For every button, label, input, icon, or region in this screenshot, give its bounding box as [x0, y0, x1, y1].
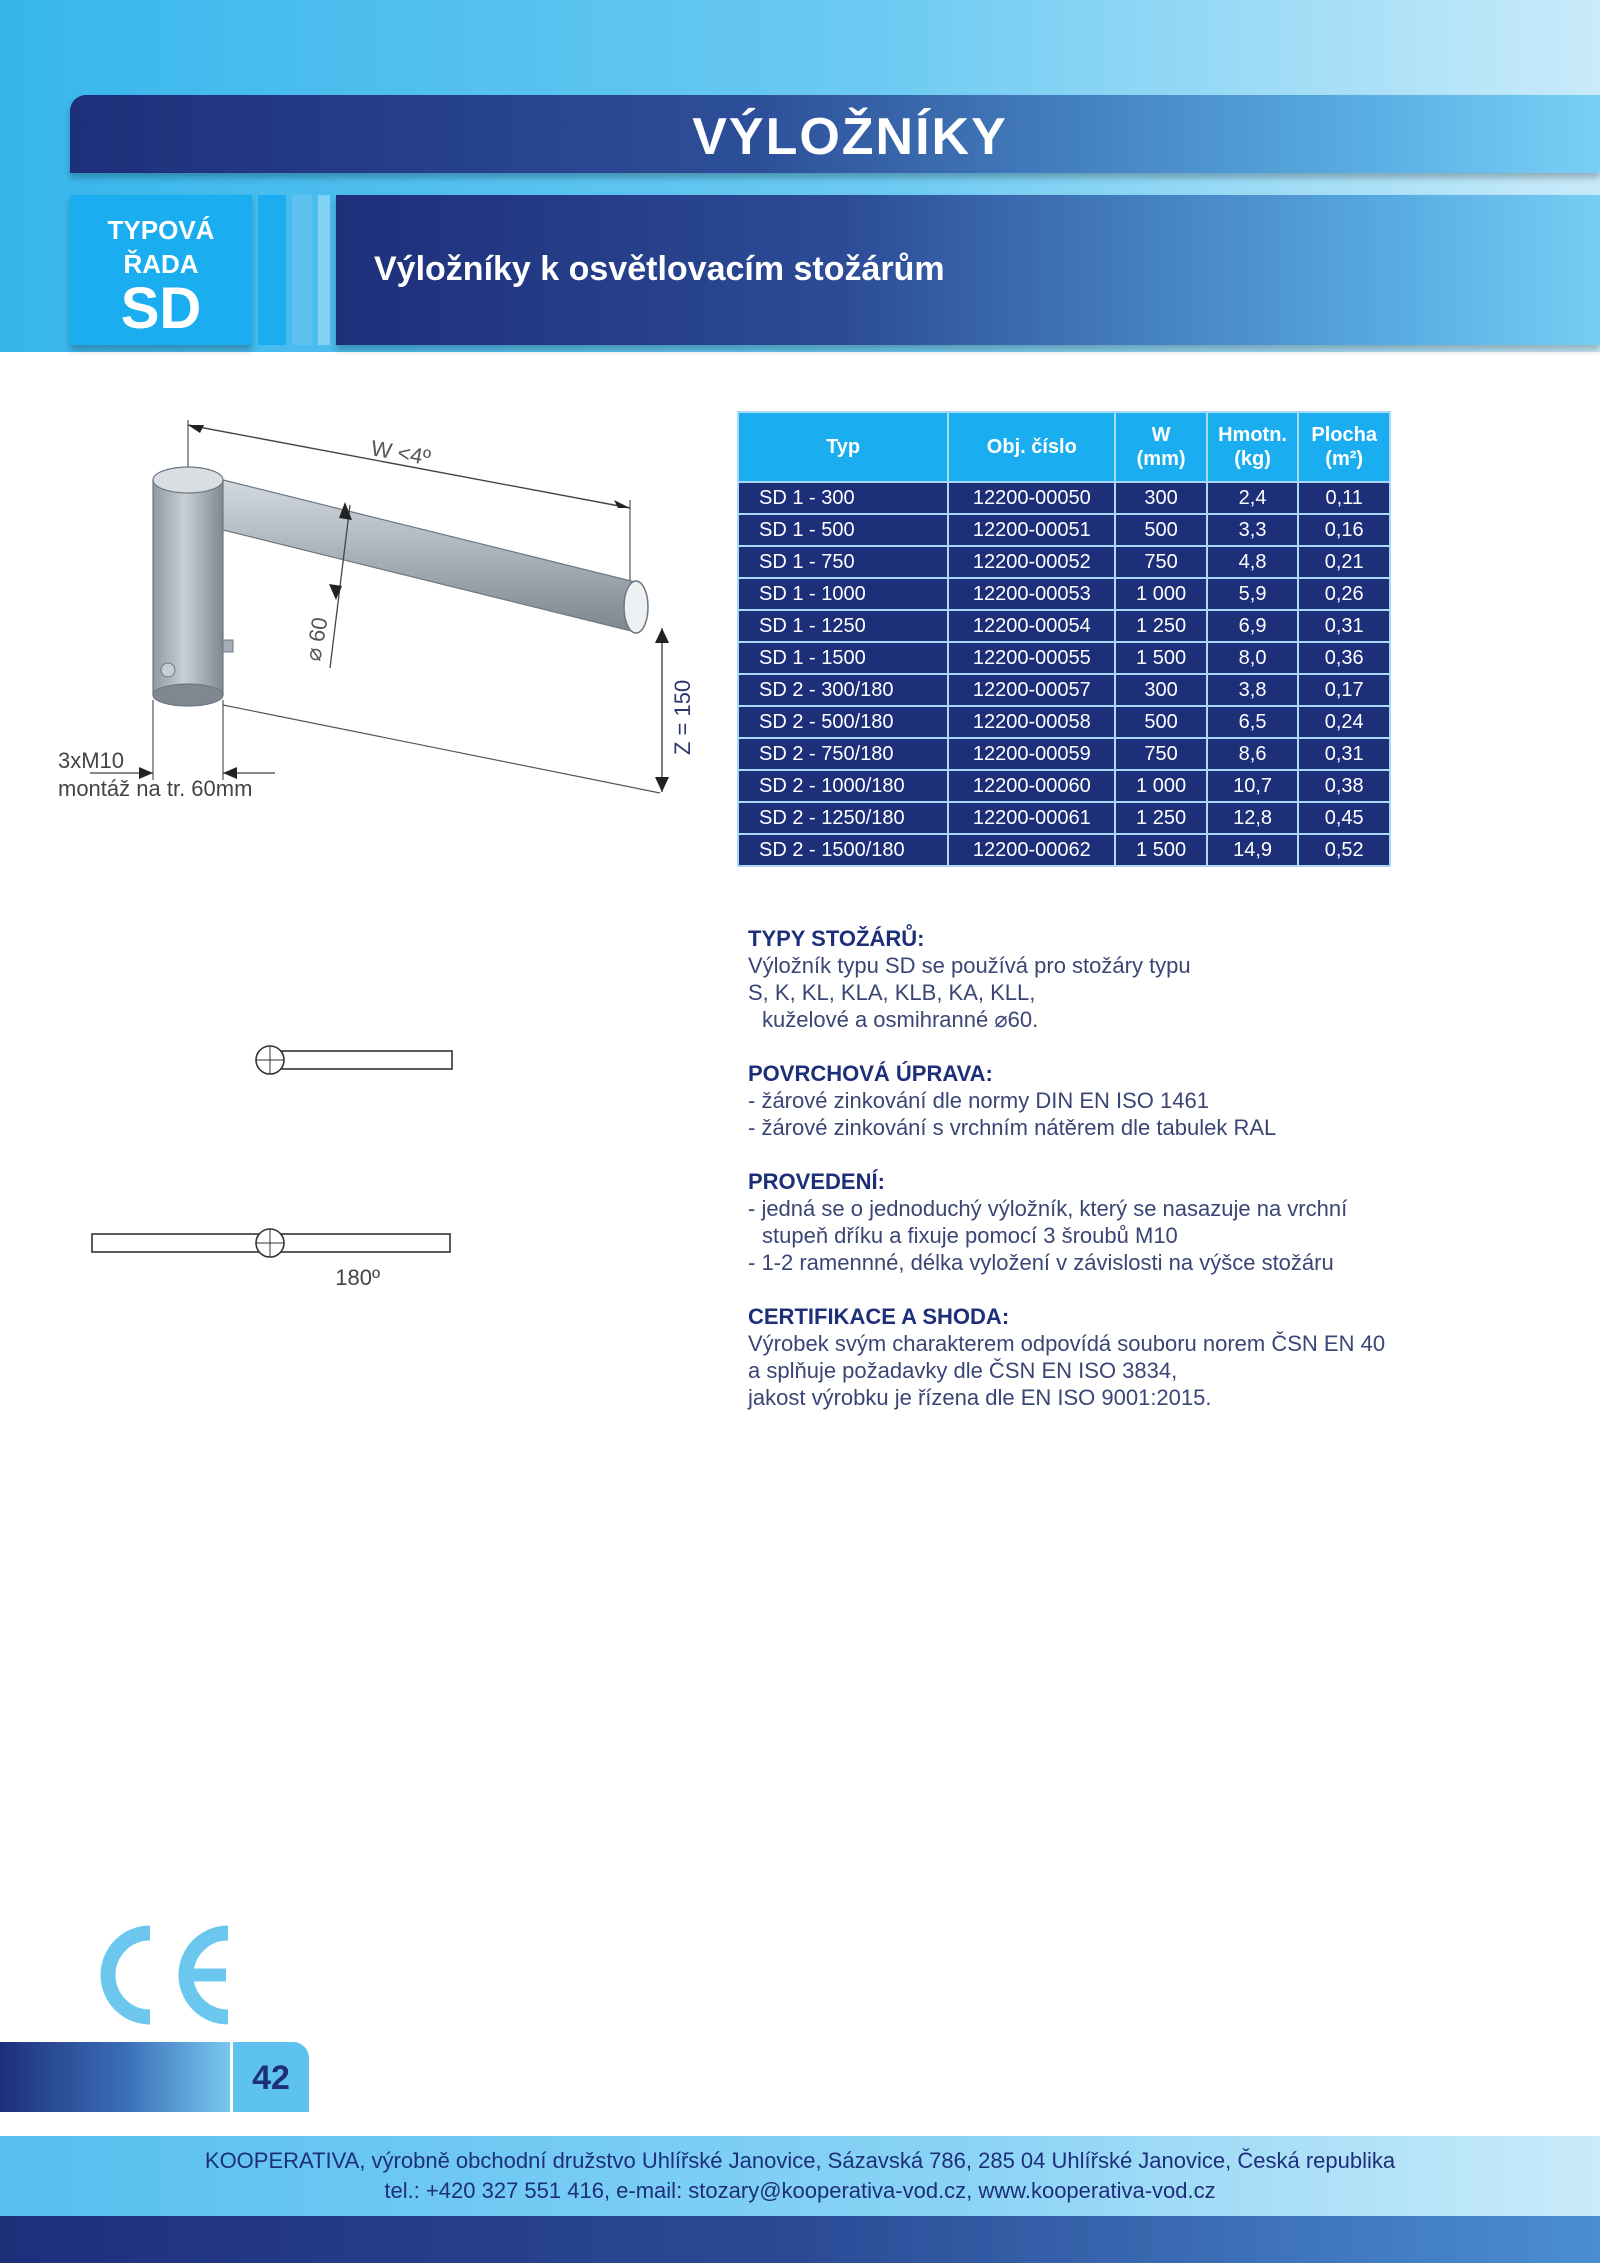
bottom-band	[0, 2216, 1600, 2263]
table-cell: 8,6	[1207, 738, 1299, 770]
page-number-box	[233, 2042, 309, 2112]
design-section	[748, 1168, 1548, 1276]
table-header: W (mm)	[1115, 412, 1206, 482]
table-header-row	[738, 412, 1390, 482]
footer-contact: tel.: +420 327 551 416, e-mail: stozary@kooperativa-vod.cz, www.kooperativa-vod.cz	[384, 2178, 1216, 2203]
footer	[0, 2136, 1600, 2216]
table-cell: SD 2 - 1250/180	[738, 802, 948, 834]
table-cell: SD 2 - 500/180	[738, 706, 948, 738]
decorative-stripe	[258, 195, 286, 345]
table-row	[738, 738, 1390, 770]
table-cell: 6,9	[1207, 610, 1299, 642]
table-cell: SD 1 - 500	[738, 514, 948, 546]
table-cell: SD 1 - 1250	[738, 610, 948, 642]
section-text: kuželové a osmihranné ⌀60.	[762, 1007, 1039, 1032]
angle-label: 180º	[335, 1265, 380, 1290]
section-text: - 1-2 ramennné, délka vyložení v závislosti na výšce stožáru	[748, 1250, 1334, 1275]
table-header: Obj. číslo	[948, 412, 1115, 482]
table-cell: 12200-00052	[948, 546, 1115, 578]
section-text: jakost výrobku je řízena dle EN ISO 9001:2015.	[748, 1385, 1212, 1410]
table-cell: 12200-00059	[948, 738, 1115, 770]
mast-types-section	[748, 925, 1548, 1033]
table-header: Plocha (m²)	[1298, 412, 1390, 482]
title-band	[70, 95, 1600, 173]
table-row	[738, 514, 1390, 546]
surface-section	[748, 1060, 1548, 1141]
section-text: - žárové zinkování s vrchním nátěrem dle tabulek RAL	[748, 1115, 1277, 1140]
table-cell: SD 1 - 1000	[738, 578, 948, 610]
table-row	[738, 642, 1390, 674]
decorative-stripe	[318, 195, 330, 345]
section-text: - žárové zinkování dle normy DIN EN ISO 1461	[748, 1088, 1209, 1113]
table-row	[738, 546, 1390, 578]
table-cell: 12,8	[1207, 802, 1299, 834]
page-title: VÝLOŽNÍKY	[692, 108, 1008, 166]
table-cell: 3,8	[1207, 674, 1299, 706]
table-cell: 0,11	[1298, 482, 1390, 514]
table-cell: 1 250	[1115, 610, 1206, 642]
table-cell: 4,8	[1207, 546, 1299, 578]
section-heading: PROVEDENÍ:	[748, 1169, 885, 1194]
bracket-drawing	[40, 400, 700, 820]
section-text: - jedná se o jednoduchý výložník, který se nasazuje na vrchní	[748, 1196, 1348, 1221]
section-text: Výložník typu SD se používá pro stožáry typu	[748, 953, 1191, 978]
table-cell: 0,36	[1298, 642, 1390, 674]
table-row	[738, 482, 1390, 514]
table-cell: SD 1 - 300	[738, 482, 948, 514]
subtitle-band	[336, 195, 1600, 345]
table-cell: SD 2 - 300/180	[738, 674, 948, 706]
table-row	[738, 802, 1390, 834]
table-cell: 12200-00053	[948, 578, 1115, 610]
table-cell: 8,0	[1207, 642, 1299, 674]
table-cell: 0,26	[1298, 578, 1390, 610]
table-cell: 0,31	[1298, 610, 1390, 642]
table-cell: SD 1 - 1500	[738, 642, 948, 674]
table-cell: 0,52	[1298, 834, 1390, 866]
table-row	[738, 578, 1390, 610]
table-cell: 12200-00050	[948, 482, 1115, 514]
table-cell: 1 500	[1115, 642, 1206, 674]
table-cell: 750	[1115, 546, 1206, 578]
footer-company: KOOPERATIVA, výrobně obchodní družstvo Uhlířské Janovice, Sázavská 786, 285 04 Uhlířské Janovice, Česká republika	[204, 2148, 1396, 2173]
table-cell: SD 1 - 750	[738, 546, 948, 578]
series-label-line1: TYPOVÁ	[107, 215, 215, 245]
table-cell: 0,16	[1298, 514, 1390, 546]
decorative-stripe	[292, 195, 312, 345]
table-cell: 1 250	[1115, 802, 1206, 834]
table-cell: 0,38	[1298, 770, 1390, 802]
section-text: stupeň dříku a fixuje pomocí 3 šroubů M10	[762, 1223, 1178, 1248]
table-cell: 0,24	[1298, 706, 1390, 738]
page-number-band	[0, 2042, 230, 2112]
table-cell: 0,21	[1298, 546, 1390, 578]
diameter-label: ⌀ 60	[300, 615, 333, 663]
table-cell: 12200-00060	[948, 770, 1115, 802]
table-cell: SD 2 - 750/180	[738, 738, 948, 770]
table-cell: 6,5	[1207, 706, 1299, 738]
table-cell: 1 000	[1115, 578, 1206, 610]
table-cell: 1 000	[1115, 770, 1206, 802]
table-cell: 0,17	[1298, 674, 1390, 706]
table-cell: SD 2 - 1500/180	[738, 834, 948, 866]
table-cell: 12200-00062	[948, 834, 1115, 866]
width-dimension-label: W <4º	[369, 435, 433, 471]
section-heading: TYPY STOŽÁRŮ:	[748, 926, 925, 951]
table-row	[738, 610, 1390, 642]
mount-note-tube: montáž na tr. 60mm	[58, 776, 253, 801]
table-cell: 1 500	[1115, 834, 1206, 866]
table-row	[738, 674, 1390, 706]
section-text: a splňuje požadavky dle ČSN EN ISO 3834,	[748, 1358, 1178, 1383]
specification-text	[748, 925, 1548, 1438]
table-row	[738, 770, 1390, 802]
table-cell: 500	[1115, 706, 1206, 738]
plan-views	[80, 1030, 500, 1300]
table-cell: 12200-00054	[948, 610, 1115, 642]
z-dimension-label: Z = 150	[670, 679, 695, 755]
section-heading: POVRCHOVÁ ÚPRAVA:	[748, 1061, 993, 1086]
series-badge	[70, 195, 252, 345]
table-cell: 5,9	[1207, 578, 1299, 610]
table-cell: 0,31	[1298, 738, 1390, 770]
table-cell: 300	[1115, 674, 1206, 706]
table-cell: 12200-00061	[948, 802, 1115, 834]
page-subtitle: Výložníky k osvětlovacím stožárům	[374, 250, 945, 288]
certification-section	[748, 1303, 1548, 1411]
table-cell: 10,7	[1207, 770, 1299, 802]
page-number: 42	[252, 2059, 290, 2097]
table-cell: 0,45	[1298, 802, 1390, 834]
table-cell: 12200-00057	[948, 674, 1115, 706]
table-cell: 12200-00058	[948, 706, 1115, 738]
table-cell: 12200-00051	[948, 514, 1115, 546]
ce-mark-icon	[92, 1925, 234, 2025]
table-cell: 300	[1115, 482, 1206, 514]
section-heading: CERTIFIKACE A SHODA:	[748, 1304, 1010, 1329]
table-cell: 3,3	[1207, 514, 1299, 546]
table-row	[738, 834, 1390, 866]
table-header: Hmotn. (kg)	[1207, 412, 1299, 482]
table-cell: 12200-00055	[948, 642, 1115, 674]
section-text: Výrobek svým charakterem odpovídá souboru norem ČSN EN 40	[748, 1331, 1386, 1356]
series-code: SD	[120, 276, 202, 341]
table-row	[738, 706, 1390, 738]
table-cell: 750	[1115, 738, 1206, 770]
table-cell: 500	[1115, 514, 1206, 546]
series-label-line2: ŘADA	[123, 249, 199, 279]
table-cell: 2,4	[1207, 482, 1299, 514]
table-cell: SD 2 - 1000/180	[738, 770, 948, 802]
table-header: Typ	[738, 412, 948, 482]
mount-note-bolts: 3xM10	[58, 748, 125, 773]
table-cell: 14,9	[1207, 834, 1299, 866]
section-text: S, K, KL, KLA, KLB, KA, KLL,	[748, 980, 1036, 1005]
spec-table	[737, 411, 1391, 867]
